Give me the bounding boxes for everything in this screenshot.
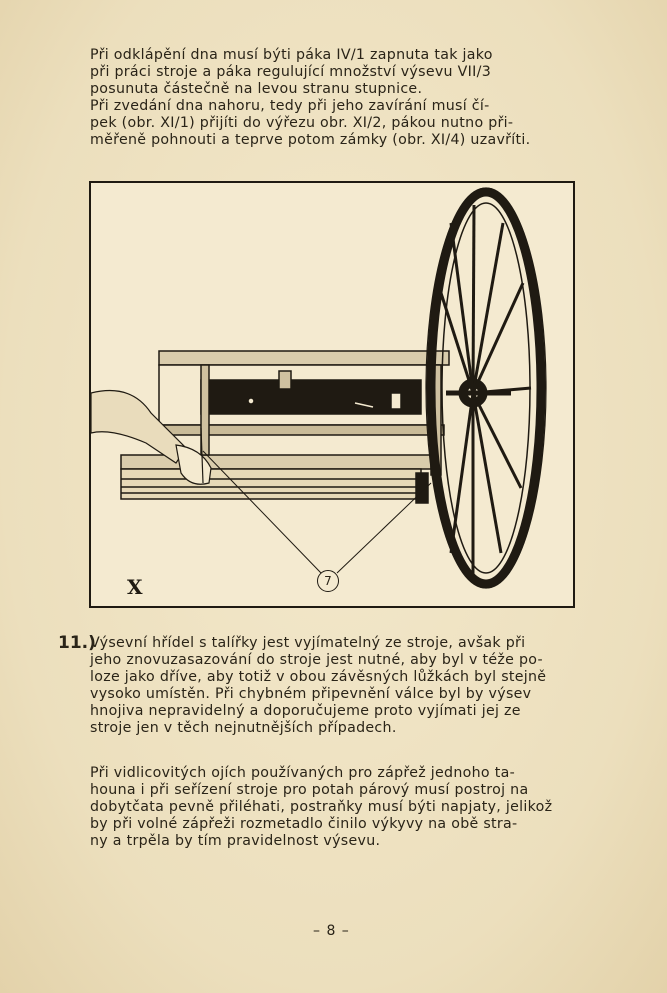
text-line: hnojiva nepravidelný a doporučujeme proto vyjímati jej ze — [90, 703, 521, 719]
text-line: stroje jen v těch nejnutnějších případech. — [90, 720, 397, 736]
text-line: pek (obr. XI/1) přijíti do výřezu obr. XI/2, pákou nutno při- — [90, 115, 514, 131]
paragraph-3 — [90, 635, 610, 737]
text-line: Při zvedání dna nahoru, tedy při jeho zavírání musí čí- — [90, 98, 490, 114]
text-line: Při odklápění dna musí býti páka IV/1 zapnuta tak jako — [90, 47, 493, 63]
figure-label: X — [127, 575, 143, 599]
text-line: posunuta částečně na levou stranu stupnice. — [90, 81, 423, 97]
callout-marker: 7 — [317, 570, 339, 592]
text-line: houna i při seřízení stroje pro potah párový musí postroj na — [90, 782, 529, 798]
text-line: jeho znovuzasazování do stroje jest nutné, aby byl v téže po- — [90, 652, 543, 668]
text-line: měřeně pohnouti a teprve potom zámky (obr. XI/4) uzavříti. — [90, 132, 531, 148]
fertilizer-spreader-drawing — [91, 183, 573, 606]
text-line: loze jako dříve, aby totiž v obou závěsných lůžkách byl stejně — [90, 669, 547, 685]
page-number: – 8 – — [313, 923, 350, 939]
machine-illustration — [89, 181, 575, 608]
paragraph-2 — [90, 98, 610, 149]
text-line: dobytčata pevně přiléhati, postraňky musí býti napjaty, jelikož — [90, 799, 553, 815]
text-line: při práci stroje a páka regulující množství výsevu VII/3 — [90, 64, 492, 80]
section-number: 11.) — [58, 633, 96, 653]
text-line: Výsevní hřídel s talířky jest vyjímatelný ze stroje, avšak při — [90, 635, 526, 651]
text-line: Při vidlicovitých ojích používaných pro zápřež jednoho ta- — [90, 765, 515, 781]
text-line: by při volné zápřeži rozmetadlo činilo výkyvy na obě stra- — [90, 816, 518, 832]
paragraph-4 — [90, 765, 615, 850]
paragraph-1 — [90, 47, 610, 98]
text-line: vysoko umístěn. Při chybném připevnění válce byl by výsev — [90, 686, 532, 702]
text-line: ny a trpěla by tím pravidelnost výsevu. — [90, 833, 381, 849]
